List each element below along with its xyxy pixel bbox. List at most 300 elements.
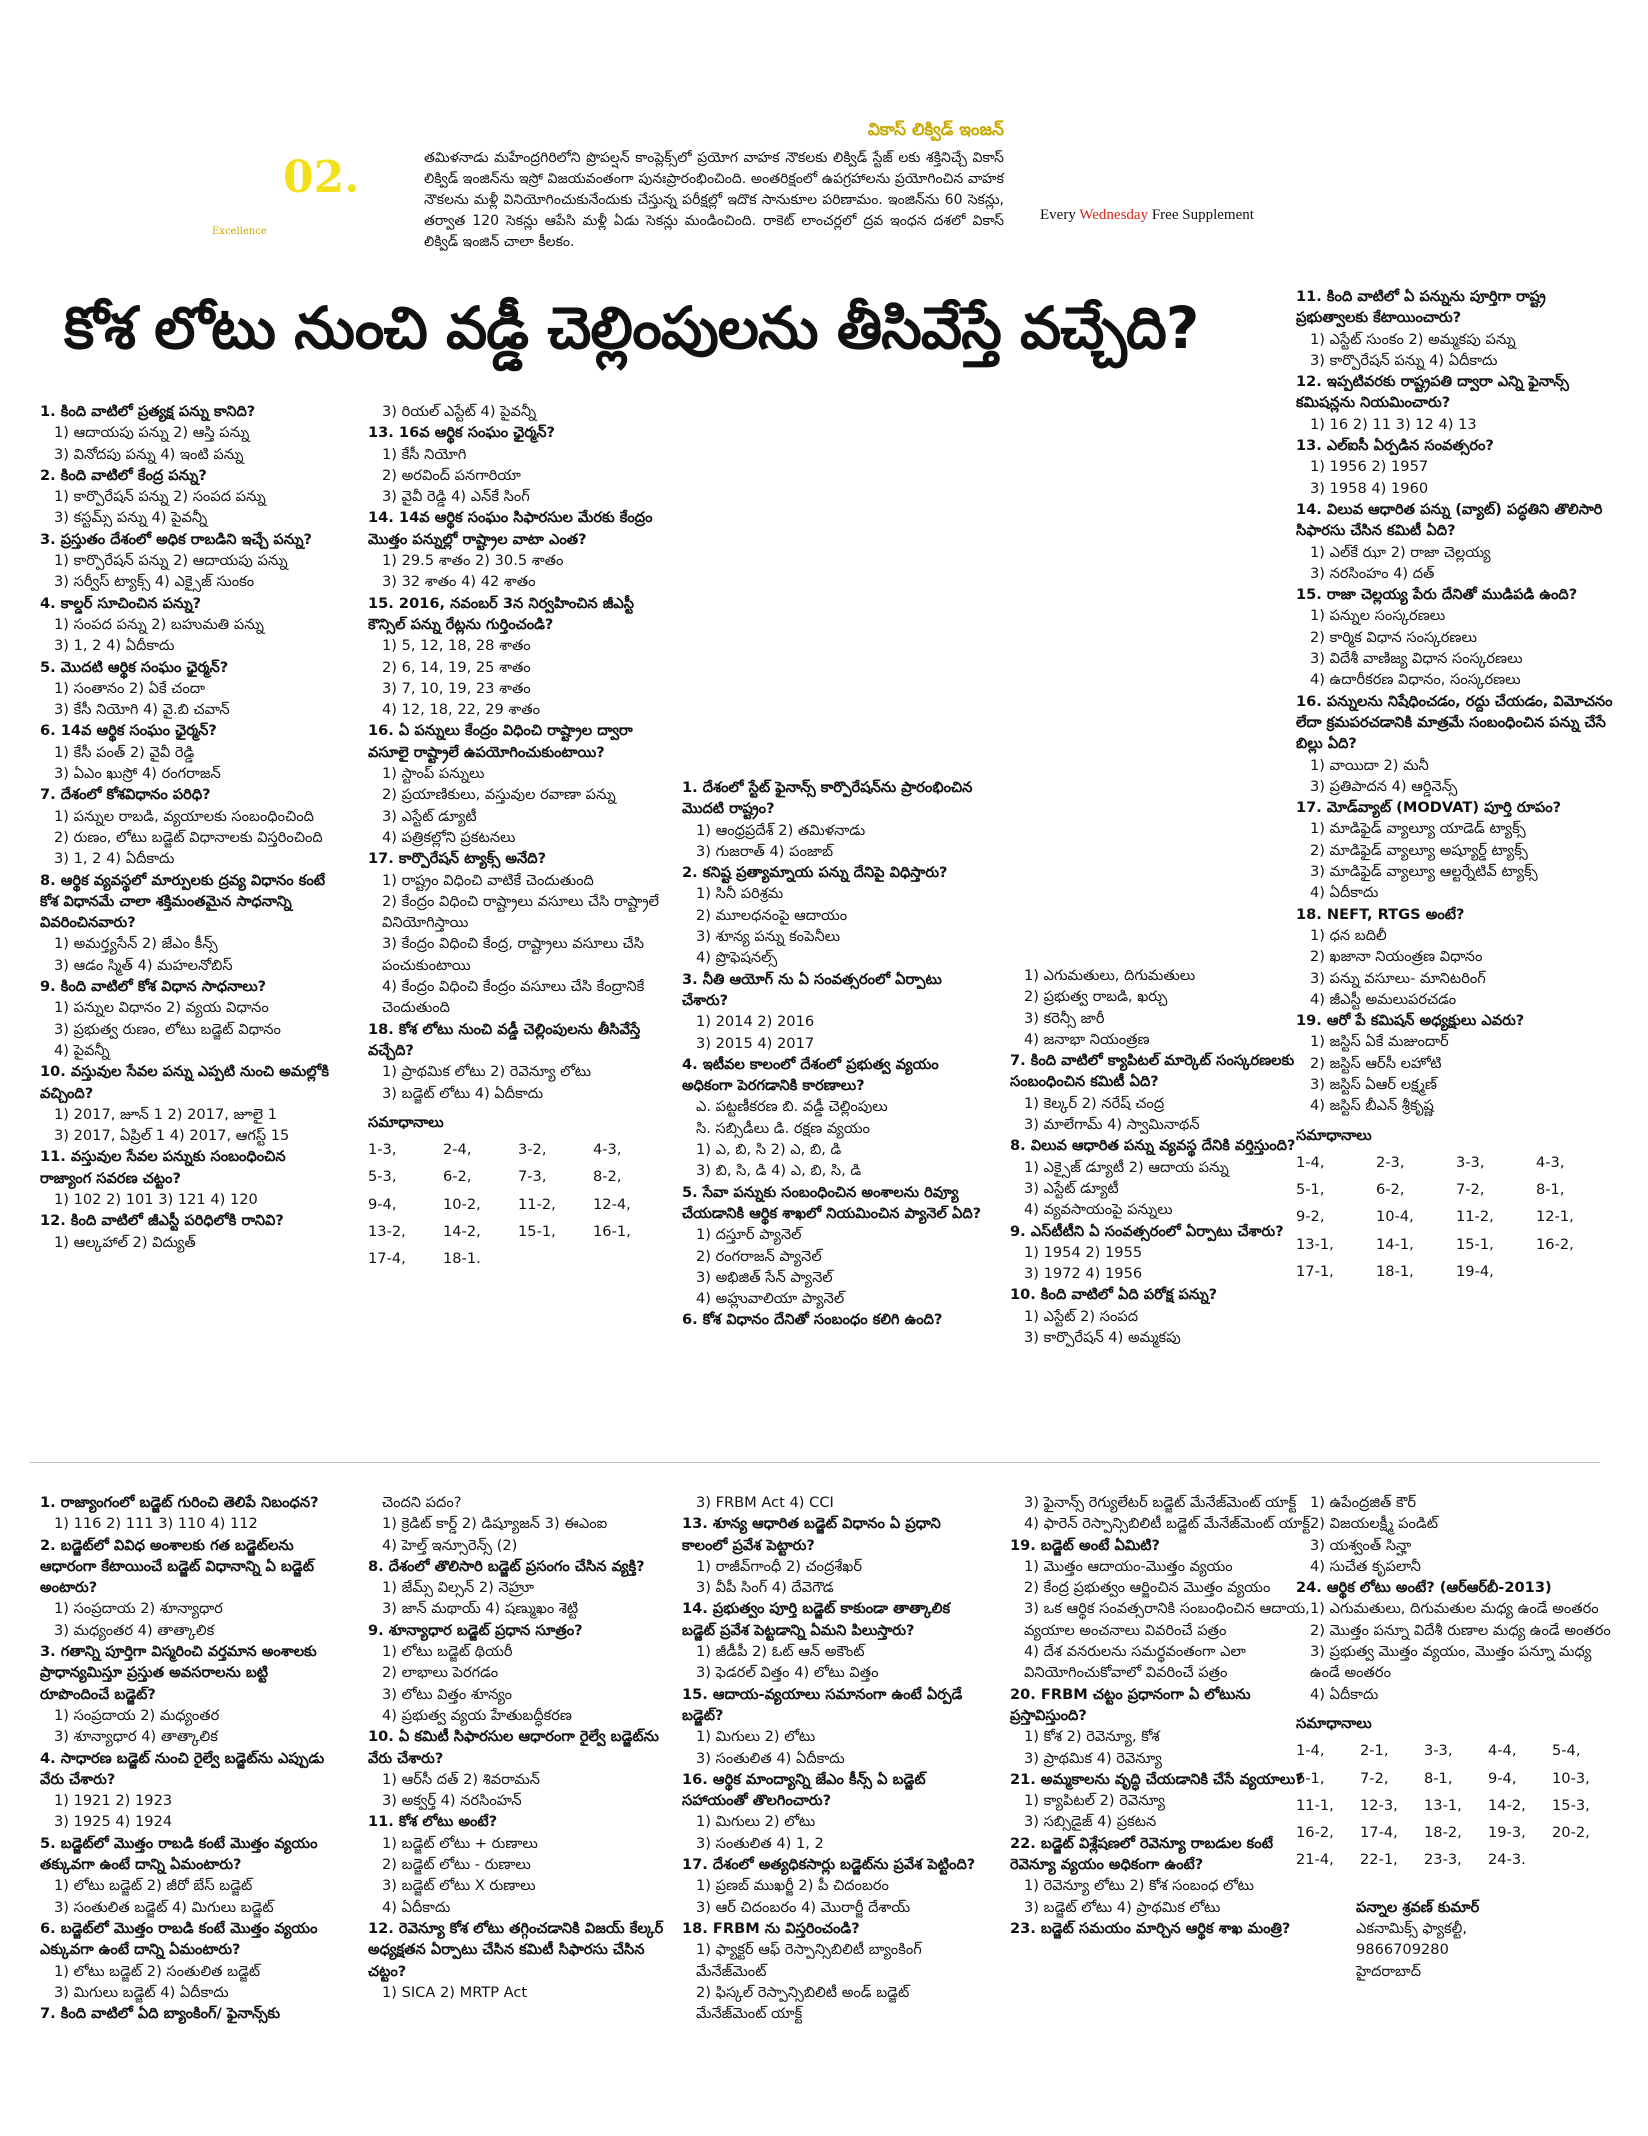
answer-item: 4-3, (1536, 1153, 1565, 1171)
option-text: 1) ఎల్‌కే ఝా 2) రాజా చెల్లయ్య (1310, 543, 1491, 561)
answer-item: 2-3, (1376, 1153, 1405, 1171)
option-text: 4) ఏదీకాదు (1310, 1685, 1379, 1703)
question-block (1296, 1577, 1616, 1705)
option-text: 3) 1972 4) 1956 (1024, 1265, 1143, 1283)
question-block (40, 593, 340, 657)
question-block (40, 1210, 340, 1253)
option-text: 1) వాయిదా 2) మనీ (1310, 756, 1429, 774)
option-text: 1) క్యాపిటల్ 2) రెవెన్యూ (1024, 1792, 1165, 1810)
option-text: 3) వినోదపు పన్ను 4) ఇంటి పన్ను (54, 445, 244, 463)
question-text: 8. విలువ ఆధారిత పన్ను వ్యవస్థ దేనికి వర్తిస్తుంది? (1010, 1137, 1296, 1155)
question-block (1010, 1050, 1315, 1135)
answer-item: 12-3, (1360, 1796, 1398, 1814)
option-text: 1) ఆల్కహాల్ 2) విద్యుత్ (54, 1233, 196, 1251)
option-text: 3) కేంద్రం విధించి కేంద్ర, రాష్ట్రాలు వసూలు చేసి పంచుకుంటాయి (382, 935, 644, 974)
question-block (1010, 1284, 1315, 1348)
answer-item: 8-2, (593, 1168, 622, 1186)
option-text: 3) 32 శాతం 4) 42 శాతం (382, 573, 536, 591)
option-text: 1) జేమ్స్ విల్సన్ 2) నెహ్రూ (382, 1579, 534, 1597)
answer-item: 17-1, (1296, 1263, 1334, 1281)
question-block (682, 1769, 982, 1854)
option-text: 3) ఎస్టేట్ డ్యూటీ (382, 807, 477, 825)
option-text: 2) కేంద్ర ప్రభుత్వం ఆర్జించిన మొత్తం వ్యయం (1024, 1579, 1271, 1597)
question-block (40, 1748, 340, 1833)
news-text: తమిళనాడు మహేంద్రగిరిలోని ప్రొపల్షన్ కాంప్లెక్స్‌లో ప్రయోగ వాహక నౌకలకు లిక్విడ్ స్టేజ్ లకు శక్తినిచ్చే వికాస్ లిక్విడ్ ఇంజిన్‌ను ఇస్రో విజయవంతంగా పునఃప్రారంభించింది. అంతరిక్షంలో ఉపగ్రహాలను ప్రయోగించిన వాహక నౌకలను మళ్లీ వినియోగించుకునేందుకు చేస్తున్న పరీక్షల్లో ఇదొక సానుకూల పరిణామం. ఇంజిన్‌ను 60 సెకన్లు, తర్వాత 120 సెకన్లు ఆపేసి మళ్లీ ఏడు సెకన్లు మండించింది. రాకెట్ లాంచర్లలో ద్రవ ఇంధన దశలో వికాస్ లిక్విడ్ ఇంజిన్ చాలా కీలకం. (424, 150, 1004, 250)
option-text: 2) 6, 14, 19, 25 శాతం (382, 658, 531, 676)
option-text: 2) కార్మిక విధాన సంస్కరణలు (1310, 628, 1477, 646)
headline: కోశ లోటు నుంచి వడ్డీ చెల్లింపులను తీసివేస్తే వచ్చేది? (64, 294, 1199, 362)
option-text: 1) రాజీవ్‌గాంధీ 2) చంద్రశేఖర్ (696, 1557, 863, 1575)
option-text: 1) దస్తూర్ ప్యానెల్ (696, 1226, 802, 1244)
answers-title: సమాధానాలు (1296, 1714, 1372, 1732)
option-text: 4) ఫారెన్ రెస్పాన్సిబిలిటీ బడ్జెట్ మేనేజ్‌మెంట్ యాక్ట్ (1024, 1515, 1310, 1533)
answer-item: 24-3. (1488, 1851, 1526, 1869)
answer-item: 19-4, (1456, 1263, 1494, 1281)
question-block (40, 1641, 340, 1747)
option-text: 3) ఆడం స్మిత్ 4) మహలనోబిస్ (54, 956, 233, 974)
answer-item: 1-4, (1296, 1153, 1325, 1171)
answer-item: 9-4, (368, 1195, 397, 1213)
option-text: 3) సంతులిత 4) 1, 2 (696, 1834, 824, 1852)
answer-item: 10-3, (1552, 1769, 1590, 1787)
option-text: 3) కార్పొరేషన్ 4) అమ్మకపు (1024, 1329, 1181, 1347)
option-text: 4) ప్రభుత్వ వ్యయ హేతుబద్ధీకరణ (382, 1706, 572, 1724)
option-text: 4) సుచేత కృపలానీ (1310, 1557, 1421, 1575)
question-text: 7. దేశంలో కోశవిధానం పరిధి? (40, 786, 211, 804)
option-text: 1) పన్నుల రాబడి, వ్యయాలకు సంబంధించింది (54, 807, 314, 825)
question-text: 13. శూన్య ఆధారిత బడ్జెట్ విధానం ఏ ప్రధాని కాలంలో ప్రవేశ పెట్టారు? (682, 1515, 941, 1554)
question-block (682, 1492, 982, 1513)
option-text: 3) ఆర్ చిదంబరం 4) మొరార్జీ దేశాయ్ (696, 1898, 911, 1916)
question-text: 11. వస్తువుల సేవల పన్నుకు సంబంధించిన రాజ్యాంగ సవరణ చట్టం? (40, 1148, 286, 1187)
question-text: 13. ఎల్ఐసీ ఏర్పడిన సంవత్సరం? (1296, 437, 1494, 455)
option-text: 1) ఎగుమతులు, దిగుమతులు (1024, 967, 1196, 984)
question-text: 4. ఇటీవల కాలంలో దేశంలో ప్రభుత్వ వ్యయం అధికంగా పెరగడానికి కారణాలు? (682, 1055, 939, 1095)
question-text: 6. 14వ ఆర్థిక సంఘం ఛైర్మన్? (40, 722, 217, 740)
supplement-pre: Every (1040, 207, 1080, 223)
option-text: 3) ఏఎం ఖుస్రో 4) రంగరాజన్ (54, 765, 221, 783)
option-text: 2) కేంద్రం విధించి రాష్ట్రాలు వసూలు చేసి రాష్ట్రాలే వినియోగిస్తాయి (382, 892, 660, 932)
answer-item: 15-3, (1552, 1796, 1590, 1814)
question-block (40, 1146, 340, 1210)
option-text: 2) రంగరాజన్ ప్యానెల్ (696, 1247, 822, 1265)
option-text: 2) లాభాలు పెరగడం (382, 1664, 499, 1682)
answer-item: 3-3, (1456, 1153, 1485, 1171)
answer-item: 10-2, (443, 1195, 481, 1213)
question-block (368, 848, 668, 1018)
question-text: 16. ఆర్థిక మాంద్యాన్ని జేఎం కీన్స్ ఏ బడ్జెట్ సహాయంతో తొలగించారు? (682, 1770, 926, 1810)
question-block (1296, 904, 1616, 1010)
supplement-post: Free Supplement (1148, 207, 1254, 223)
author-role: ఎకనామిక్స్ ఫ్యాకల్టీ, (1356, 1920, 1468, 1938)
option-text: 2) ప్రయాణికులు, వస్తువుల రవాణా పన్ను (382, 786, 616, 804)
question-block (682, 1684, 982, 1769)
question-block (40, 870, 340, 976)
question-block (368, 1019, 668, 1104)
option-text: 1) క్రెడిట్ కార్డ్ 2) డిష్యూజన్ 3) ఈఎంఐ (382, 1515, 608, 1533)
question-text: 3. నీతి ఆయోగ్ ను ఏ సంవత్సరంలో ఏర్పాటు చేశారు? (682, 970, 942, 1009)
answer-item: 7-3, (518, 1168, 547, 1186)
answer-item: 15-1, (518, 1222, 556, 1240)
option-text: 3) 1, 2 4) ఏదీకాదు (54, 637, 175, 655)
answer-item: 13-1, (1296, 1235, 1334, 1253)
option-text: 1) స్టాంప్ పన్నులు (382, 765, 485, 783)
option-text: 3) బడ్జెట్ లోటు 4) ప్రాథమిక లోటు (1024, 1898, 1221, 1916)
option-text: 4) పత్రికల్లోని ప్రకటనలు (382, 828, 516, 846)
answer-item: 20-2, (1552, 1824, 1590, 1842)
question-block (682, 1598, 982, 1683)
answer-item: 9-4, (1488, 1769, 1517, 1787)
option-text: 3) పన్ను వసూలు- మానిటరింగ్ (1310, 969, 1486, 987)
answer-item: 1-4, (1296, 1742, 1325, 1760)
option-text: 1) 116 2) 111 3) 110 4) 112 (54, 1515, 258, 1533)
answer-item: 16-1, (593, 1222, 631, 1240)
option-text: 2) ప్రభుత్వ రాబడి, ఖర్చు (1024, 988, 1168, 1006)
question-text: 10. కింది వాటిలో ఏది పరోక్ష పన్ను? (1010, 1286, 1218, 1304)
small-brand: Excellence (212, 226, 267, 237)
answer-item: 2-4, (443, 1141, 472, 1159)
question-text: 3. గతాన్ని పూర్తిగా విస్మరించి వర్తమాన అంశాలకు ప్రాధాన్యమిస్తూ ప్రస్తుత అవసరాలను బట్టి రూపొందించే బడ్జెట్? (40, 1643, 317, 1703)
option-text: 1) 1956 2) 1957 (1310, 458, 1429, 476)
answer-item: 16-2, (1536, 1235, 1574, 1253)
option-text: 3) 7, 10, 19, 23 శాతం (382, 679, 531, 697)
question-block (368, 401, 668, 422)
answer-item: 5-1, (1296, 1181, 1325, 1199)
question-text: 5. బడ్జెట్‌లో మొత్తం రాబడి కంటే మొత్తం వ్యయం తక్కువగా ఉంటే దాన్ని ఏమంటారు? (40, 1834, 318, 1874)
question-block (40, 784, 340, 869)
option-text: 3) కార్పొరేషన్ పన్ను 4) ఏదీకాదు (1310, 351, 1498, 369)
option-text: 1) లోటు బడ్జెట్ థియరీ (382, 1643, 513, 1661)
question-text: 5. సేవా పన్నుకు సంబంధించిన అంశాలను రివ్యూ చేయడానికి ఆర్థిక శాఖలో నియమించిన ప్యానెల్ ఏది? (682, 1183, 982, 1222)
question-block (1010, 1135, 1315, 1220)
question-text: 21. అమ్మకాలను వృద్ధి చేయడానికి చేసే వ్యయాలు? (1010, 1770, 1304, 1788)
option-text: 1) మొత్తం ఆదాయం-మొత్తం వ్యయం (1024, 1557, 1233, 1575)
question-text: 14. 14వ ఆర్థిక సంఘం సిఫారసుల మేరకు కేంద్రం మొత్తం పన్నుల్లో రాష్ట్రాల వాటా ఎంత? (368, 509, 653, 548)
question-block (40, 1492, 340, 1535)
question-block (1296, 286, 1616, 371)
option-text: 1) 1921 2) 1923 (54, 1792, 173, 1810)
budget-column-5 (1296, 1492, 1616, 1982)
answers-grid (1296, 1740, 1616, 1870)
option-text: 3) 1, 2 4) ఏదీకాదు (54, 850, 175, 868)
option-text: 2) విజయలక్ష్మీ పండిట్ (1310, 1515, 1439, 1533)
option-text: 3) ప్రభుత్వ మొత్తం వ్యయం, మొత్తం పన్నూ మధ్య ఉండే అంతరం (1310, 1643, 1592, 1682)
option-text: 1) సంప్రదాయ 2) శూన్యాధార (54, 1600, 223, 1618)
answer-item: 12-4, (593, 1195, 631, 1213)
option-text: 1) ఎస్టేట్ సుంకం 2) అమ్మకపు పన్ను (1310, 330, 1516, 348)
question-block (368, 507, 668, 592)
question-block (40, 401, 340, 465)
answers-title: సమాధానాలు (368, 1113, 444, 1131)
budget-column-1 (40, 1492, 340, 2024)
option-text: 3) ప్రాథమిక 4) రెవెన్యూ (1024, 1749, 1162, 1767)
question-block (682, 1182, 982, 1310)
option-text: 3) బడ్జెట్ లోటు X రుణాలు (382, 1877, 536, 1895)
question-text: 2. కనిష్ట ప్రత్యామ్నాయ పన్ను దేనిపై విధిస్తారు? (682, 864, 948, 882)
answer-item: 9-2, (1296, 1208, 1325, 1226)
option-text: 3) FRBM Act 4) CCI (696, 1494, 834, 1511)
question-block (40, 720, 340, 784)
option-text: 3) ఫెడరల్ విత్తం 4) లోటు విత్తం (696, 1664, 879, 1682)
question-block (1010, 1684, 1315, 1769)
option-text: 3) యశ్వంత్ సిన్హా (1310, 1536, 1412, 1554)
question-text: 8. ఆర్థిక వ్యవస్థలో మార్పులకు ద్రవ్య విధానం కంటే కోశ విధానమే చాలా శక్తిమంతమైన సాధనాన్ని వివరించినవారు? (40, 871, 325, 932)
option-text: 1) 2014 2) 2016 (696, 1013, 815, 1031)
option-text: 2) ఖజానా నియంత్రణ విధానం (1310, 948, 1483, 966)
answer-item: 1-3, (368, 1141, 397, 1159)
option-text: 3) 2015 4) 2017 (696, 1034, 815, 1052)
option-text: 1) కేసీ పంత్ 2) వైవీ రెడ్డి (54, 743, 195, 761)
option-text: 1) రాష్ట్రం విధించి వాటికే చెందుతుంది (382, 871, 594, 889)
option-text: 3) సబ్సిడైజ్ 4) ప్రకటన (1024, 1813, 1157, 1831)
question-block (368, 1726, 668, 1811)
question-block (368, 1492, 668, 1556)
option-text: 1) ఉపేంద్రజిత్ కౌర్ (1310, 1494, 1417, 1511)
question-block (368, 1556, 668, 1620)
question-text: 12. కింది వాటిలో జీఎస్టీ పరిధిలోకి రానివి? (40, 1212, 284, 1230)
budget-column-2 (368, 1492, 668, 2003)
question-block (368, 1811, 668, 1917)
option-text: 3) అక్వర్త్ 4) నరసింహన్ (382, 1792, 522, 1810)
question-text: 7. కింది వాటిలో ఏది బ్యాంకింగ్/ ఫైనాన్స్‌కు (40, 2005, 281, 2023)
option-text: 3) మిగులు బడ్జెట్ 4) ఏదీకాదు (54, 1983, 229, 2001)
option-text: 3) 1925 4) 1924 (54, 1813, 173, 1831)
news-title: వికాస్ లిక్విడ్ ఇంజన్ (867, 120, 1004, 140)
question-block (40, 657, 340, 721)
section-divider (30, 1462, 1600, 1463)
option-text: 1) 1954 2) 1955 (1024, 1243, 1143, 1261)
question-text: 18. NEFT, RTGS అంటే? (1296, 905, 1465, 923)
option-text: 1) పన్నుల సంస్కరణలు (1310, 607, 1446, 625)
option-text: 4) 12, 18, 22, 29 శాతం (382, 701, 540, 719)
option-text: 3) మధ్యంతర 4) తాత్కాలిక (54, 1621, 215, 1639)
option-text: 3) సంతులిత 4) ఏదీకాదు (696, 1749, 845, 1767)
question-text: 16. ఏ పన్నులు కేంద్రం విధించి రాష్ట్రాల ద్వారా వసూలై రాష్ట్రాలే ఉపయోగించుకుంటాయి? (368, 722, 633, 761)
option-text: 1) ఎ, బి, సి 2) ఎ, బి, డి (696, 1141, 842, 1159)
question-block (40, 976, 340, 1061)
answers-title: సమాధానాలు (1296, 1126, 1372, 1144)
option-text: 1) కార్పొరేషన్ పన్ను 2) సంపద పన్ను (54, 488, 266, 506)
option-text: 3) సర్వీస్ ట్యాక్స్ 4) ఎక్సైజ్ సుంకం (54, 573, 255, 591)
option-text: 3) కేసీ నియోగి 4) వై.బి చవాన్ (54, 701, 230, 719)
option-text: 3) 1958 4) 1960 (1310, 479, 1429, 497)
option-text: 3) బి, సి, డి 4) ఎ, బి, సి, డి (696, 1162, 862, 1180)
question-text: 9. కింది వాటిలో కోశ విధాన సాధనాలు? (40, 978, 267, 996)
option-text: 1) 102 2) 101 3) 121 4) 120 (54, 1190, 258, 1208)
option-text: 3) ఒక ఆర్థిక సంవత్సరానికి సంబంధించిన ఆదాయ, వ్యయాల అంచనాలు వివరించే పత్రం (1024, 1600, 1310, 1639)
answer-item: 11-1, (1296, 1796, 1334, 1814)
option-text: 4) కేంద్రం విధించి కేంద్రం వసూలు చేసి కేంద్రానికే చెందుతుంది (382, 978, 645, 1017)
question-text: 17. కార్పొరేషన్ ట్యాక్స్ అనేది? (368, 850, 547, 868)
option-text: 4) జస్టిస్ బీఎన్ శ్రీకృష్ణ (1310, 1097, 1434, 1115)
option-text: 3) ఎస్టేట్ డ్యూటీ (1024, 1179, 1119, 1197)
question-text: 17. దేశంలో అత్యధికసార్లు బడ్జెట్‌ను ప్రవేశ పెట్టింది? (682, 1856, 976, 1874)
answer-item: 13-2, (368, 1222, 406, 1240)
question-block (368, 720, 668, 848)
answer-item: 5-3, (368, 1168, 397, 1186)
option-text: 4) అహ్లువాలియా ప్యానెల్ (696, 1290, 845, 1308)
option-text: 4) దేశ వనరులను సమర్థవంతంగా ఎలా వినియోగించుకోవాలో వివరించే పత్రం (1024, 1643, 1246, 1682)
option-text: 1) అమర్త్యసేన్ 2) జేఎం కీన్స్ (54, 935, 218, 953)
option-text: 2) మూలధనంపై ఆదాయం (696, 906, 848, 924)
option-text: 3) వైవీ రెడ్డి 4) ఎన్‌కే సింగ్ (382, 488, 530, 506)
answer-item: 7-2, (1456, 1181, 1485, 1199)
news-box (424, 120, 1004, 253)
supplement-day: Wednesday (1079, 207, 1149, 223)
answer-item: 4-4, (1488, 1742, 1517, 1760)
answer-item: 18-1. (443, 1250, 481, 1268)
question-block (368, 1620, 668, 1726)
option-text: చెందని పదం? (382, 1494, 462, 1511)
author-name: పన్నాల శ్రవణ్ కుమార్ (1356, 1898, 1480, 1916)
question-text: 9. ఎస్‌టీటీని ఏ సంవత్సరంలో ఏర్పాటు చేశారు? (1010, 1222, 1284, 1240)
option-text: 1) రెవెన్యూ లోటు 2) కోశ సంబంధ లోటు (1024, 1877, 1254, 1895)
answer-item: 11-2, (518, 1195, 556, 1213)
answer-item: 14-2, (1488, 1796, 1526, 1814)
question-block (40, 1918, 340, 2003)
question-block (1010, 1221, 1315, 1285)
question-block (682, 1309, 982, 1330)
option-text: 3) అభిజిత్ సేన్ ప్యానెల్ (696, 1268, 833, 1286)
question-block (1010, 1492, 1315, 1535)
question-block (40, 465, 340, 529)
option-text: 1) 29.5 శాతం 2) 30.5 శాతం (382, 552, 564, 570)
option-text: 1) బడ్జెట్ లోటు + రుణాలు (382, 1834, 538, 1852)
option-text: ఎ. పట్టణీకరణ బి. వడ్డీ చెల్లింపులు (696, 1098, 888, 1116)
answer-item: 23-3, (1424, 1851, 1462, 1869)
question-block (682, 969, 982, 1054)
column-1 (40, 401, 340, 1253)
option-text: 4) ప్రొఫెషనల్స్ (696, 949, 778, 967)
option-text: 1) సంప్రదాయ 2) మధ్యంతర (54, 1706, 220, 1724)
option-text: 4) ఏదీకాదు (1310, 884, 1379, 902)
question-text: 1. రాజ్యాంగంలో బడ్జెట్ గురించి తెలిపే నిబంధన? (40, 1494, 319, 1511)
author-block (1296, 1897, 1616, 1982)
question-text: 19. బడ్జెట్ అంటే ఏమిటి? (1010, 1536, 1160, 1554)
option-text: 3) సంతులిత బడ్జెట్ 4) మిగులు బడ్జెట్ (54, 1898, 274, 1916)
answer-item: 6-1, (1296, 1769, 1325, 1787)
answer-item: 14-2, (443, 1222, 481, 1240)
option-text: 1) ఆర్‌సీ దత్ 2) శివరామన్ (382, 1770, 541, 1788)
option-text: 1) పన్నుల విధానం 2) వ్యయ విధానం (54, 999, 269, 1017)
answer-item: 3-3, (1424, 1742, 1453, 1760)
question-text: 12. రెవెన్యూ కోశ లోటు తగ్గించడానికి విజయ్ కేల్కర్ అధ్యక్షతన ఏర్పాటు చేసిన కమిటీ సిఫారసు చేసిన చట్టం? (368, 1919, 664, 1980)
option-text: 3) వీపీ సింగ్ 4) దేవెగౌడ (696, 1579, 834, 1597)
answer-item: 8-1, (1536, 1181, 1565, 1199)
question-text: 8. దేశంలో తొలిసారి బడ్జెట్ ప్రసంగం చేసిన వ్యక్తి? (368, 1557, 645, 1575)
option-text: 2) రుణం, లోటు బడ్జెట్ విధానాలకు విస్తరించింది (54, 828, 323, 846)
answer-item: 5-4, (1552, 1742, 1581, 1760)
option-text: 1) ఫ్యాక్టర్ ఆఫ్ రెస్పాన్సిబిలిటీ బ్యాంకింగ్ మేనేజ్‌మెంట్ (696, 1941, 922, 1980)
option-text: 1) సినీ పరిశ్రమ (696, 885, 784, 903)
question-text: 3. ప్రస్తుతం దేశంలో అధిక రాబడిని ఇచ్చే పన్ను? (40, 530, 312, 548)
question-block (40, 1535, 340, 1641)
question-block (682, 777, 982, 862)
question-text: 14. ప్రభుత్వం పూర్తి బడ్జెట్ కాకుండా తాత్కాలిక బడ్జెట్ ప్రవేశ పెట్టడాన్ని ఏమని పిలుస్తారు? (682, 1600, 951, 1639)
option-text: 1) మిగులు 2) లోటు (696, 1813, 816, 1831)
option-text: 3) మాడిఫైడ్ వ్యాల్యూ ఆల్టర్నేటివ్ ట్యాక్స్ (1310, 863, 1538, 881)
question-block (682, 1918, 982, 2024)
answer-item: 7-2, (1360, 1769, 1389, 1787)
option-text: సి. సబ్సిడీలు డి. రక్షణ వ్యయం (696, 1119, 870, 1137)
question-block (1296, 499, 1616, 584)
question-block (682, 1054, 982, 1182)
question-block (368, 1918, 668, 2003)
option-text: 1) ప్రణబ్ ముఖర్జీ 2) పీ చిదంబరం (696, 1877, 889, 1895)
question-text: 2. కింది వాటిలో కేంద్ర పన్ను? (40, 466, 207, 484)
question-text: 6. కోశ విధానం దేనితో సంబంధం కలిగి ఉంది? (682, 1311, 943, 1329)
question-text: 10. ఏ కమిటీ సిఫారసుల ఆధారంగా రైల్వే బడ్జెట్‌ను వేరు చేశారు? (368, 1728, 659, 1767)
answer-item: 14-1, (1376, 1235, 1414, 1253)
option-text: 3) బడ్జెట్ లోటు 4) ఏదీకాదు (382, 1084, 544, 1102)
option-text: 1) జీడీపీ 2) ఓట్ ఆన్ అకౌంట్ (696, 1643, 865, 1661)
question-text: 15. రాజా చెల్లయ్య పేరు దేనితో ముడిపడి ఉంది? (1296, 586, 1578, 604)
column-5 (1296, 286, 1616, 1282)
question-text: 16. పన్నులను నిషేధించడం, రద్దు చేయడం, విమోచనం లేదా క్రమపరచడానికి మాత్రమే సంబంధించిన పన్ను చేసే బిల్లు ఏది? (1296, 692, 1613, 753)
answers-block (368, 1112, 668, 1270)
option-text: 1) కేసీ నియోగి (382, 445, 467, 463)
option-text: 1) కోశ 2) రెవెన్యూ, కోశ (1024, 1728, 1160, 1746)
option-text: 3) రియల్ ఎస్టేట్ 4) పైవన్నీ (382, 403, 537, 420)
option-text: 3) ఫైనాన్స్ రెగ్యులేటర్ బడ్జెట్ మేనేజ్‌మెంట్ యాక్ట్ (1024, 1494, 1297, 1511)
question-text: 20. FRBM చట్టం ప్రధానంగా ఏ లోటును ప్రస్తావిస్తుంది? (1010, 1685, 1251, 1724)
option-text: 3) కస్టమ్స్ పన్ను 4) పైవన్నీ (54, 509, 208, 527)
question-block (1296, 584, 1616, 690)
question-text: 22. బడ్జెట్ విశ్లేషణలో రెవెన్యూ రాబడుల కంటే రెవెన్యూ వ్యయం అధికంగా ఉంటే? (1010, 1834, 1273, 1874)
question-text: 1. కింది వాటిలో ప్రత్యక్ష పన్ను కానిది? (40, 403, 256, 420)
question-block (368, 593, 668, 721)
budget-column-4 (1010, 1492, 1315, 1939)
option-text: 1) 2017, జూన్ 1 2) 2017, జూలై 1 (54, 1105, 277, 1123)
question-text: 18. కోశ లోటు నుంచి వడ్డీ చెల్లింపులను తీసివేస్తే వచ్చేది? (368, 1020, 641, 1059)
question-text: 11. కింది వాటిలో ఏ పన్నును పూర్తిగా రాష్ట్ర ప్రభుత్వాలకు కేటాయించారు? (1296, 288, 1546, 327)
option-text: 3) జాన్ మథాయ్ 4) షణ్ముఖం శెట్టి (382, 1600, 579, 1618)
answers-grid (1296, 1152, 1616, 1282)
question-block (1010, 965, 1315, 1050)
question-text: 13. 16వ ఆర్థిక సంఘం ఛైర్మన్? (368, 424, 555, 442)
question-text: 7. కింది వాటిలో క్యాపిటల్ మార్కెట్ సంస్కరణలకు సంబంధించిన కమిటీ ఏది? (1010, 1052, 1295, 1091)
answer-item: 3-2, (518, 1141, 547, 1159)
option-text: 1) SICA 2) MRTP Act (382, 1983, 528, 2001)
author-city: హైదరాబాద్ (1356, 1962, 1422, 1980)
question-block (40, 529, 340, 593)
option-text: 3) ప్రభుత్వ రుణం, లోటు బడ్జెట్ విధానం (54, 1020, 281, 1038)
question-block (1296, 371, 1616, 435)
answer-item: 2-1, (1360, 1742, 1389, 1760)
option-text: 1) జస్టిస్ ఏకే మజుందార్ (1310, 1033, 1449, 1051)
budget-column-3 (682, 1492, 982, 2024)
option-text: 1) ఎక్సైజ్ డ్యూటీ 2) ఆదాయ పన్ను (1024, 1158, 1229, 1176)
option-text: 3) నరసింహం 4) దత్ (1310, 564, 1435, 582)
answers-block (1296, 1125, 1616, 1283)
option-text: 2) ఫిస్కల్ రెస్పాన్సిబిలిటీ అండ్ బడ్జెట్ మేనేజ్‌మెంట్ యాక్ట్ (696, 1983, 910, 2023)
question-block (682, 1513, 982, 1598)
question-block (40, 1833, 340, 1918)
option-text: 3) 2017, ఏప్రిల్ 1 4) 2017, ఆగస్ట్ 15 (54, 1127, 290, 1145)
answer-item: 21-4, (1296, 1851, 1334, 1869)
option-text: 1) మిగులు 2) లోటు (696, 1728, 816, 1746)
option-text: 1) ధన బదిలీ (1310, 926, 1387, 944)
column-4 (1010, 965, 1315, 1348)
option-text: 2) మొత్తం పన్నూ విదేశీ రుణాల మధ్య ఉండే అంతరం (1310, 1621, 1611, 1639)
option-text: 2) బడ్జెట్ లోటు - రుణాలు (382, 1856, 531, 1874)
option-text: 1) ఎగుమతులు, దిగుమతుల మధ్య ఉండే అంతరం (1310, 1600, 1599, 1618)
answer-item: 22-1, (1360, 1851, 1398, 1869)
option-text: 1) కార్పొరేషన్ పన్ను 2) ఆదాయపు పన్ను (54, 552, 288, 570)
answer-item: 4-3, (593, 1141, 622, 1159)
option-text: 4) ఉదారీకరణ విధానం, సంస్కరణలు (1310, 671, 1521, 689)
question-block (682, 1854, 982, 1918)
